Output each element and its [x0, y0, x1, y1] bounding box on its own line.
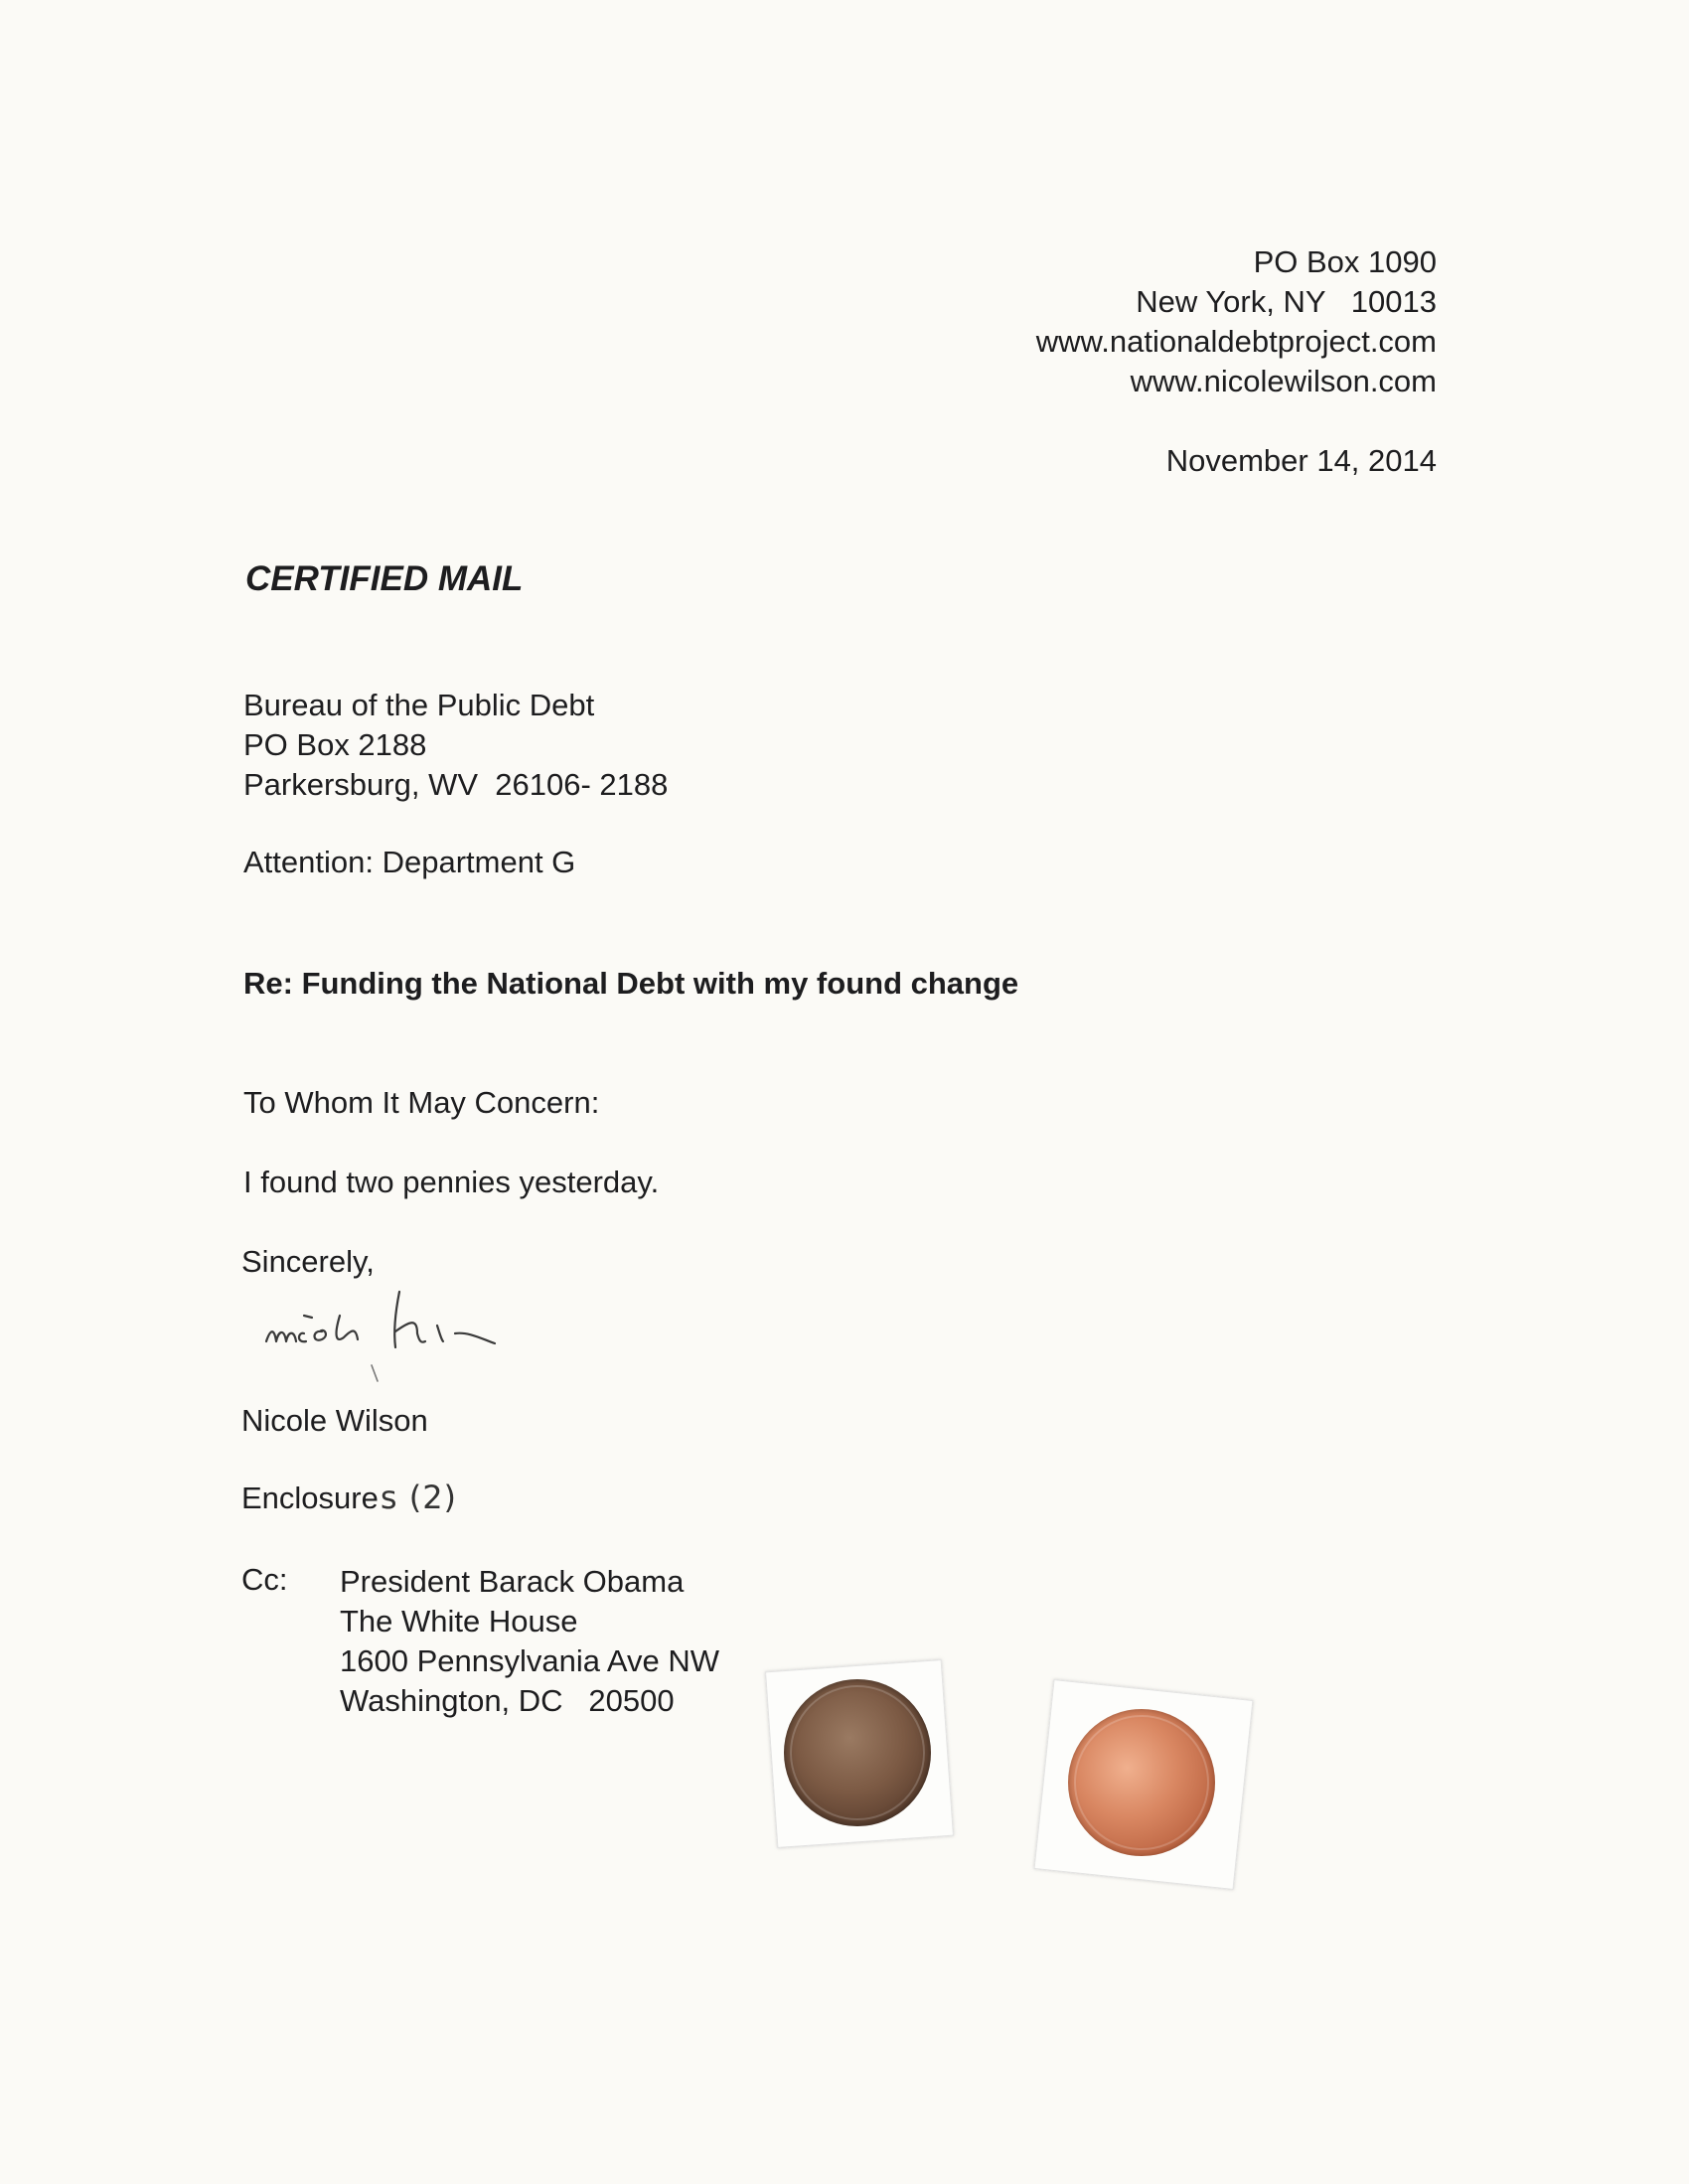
letter-body: I found two pennies yesterday.	[243, 1165, 660, 1199]
signer-name: Nicole Wilson	[241, 1403, 428, 1438]
cc-label: Cc:	[241, 1562, 288, 1597]
attention-line: Attention: Department G	[243, 845, 576, 879]
sender-website: www.nationaldebtproject.com	[1035, 324, 1437, 359]
penny-image	[1068, 1709, 1215, 1856]
recipient-line: PO Box 2188	[243, 727, 427, 762]
closing: Sincerely,	[241, 1244, 375, 1279]
enclosures-printed: Enclosure	[241, 1481, 379, 1515]
sender-address	[1036, 242, 1437, 401]
penny-image	[784, 1679, 931, 1826]
sender-line: New York, NY 10013	[1136, 284, 1437, 319]
sender-line: PO Box 1090	[1253, 244, 1437, 279]
cc-address	[340, 1562, 719, 1721]
cc-line: Washington, DC 20500	[340, 1683, 675, 1718]
salutation: To Whom It May Concern:	[243, 1085, 600, 1120]
recipient-line: Bureau of the Public Debt	[243, 688, 595, 722]
cc-line: The White House	[340, 1604, 578, 1638]
cc-line: 1600 Pennsylvania Ave NW	[340, 1643, 719, 1678]
cc-line: President Barack Obama	[340, 1564, 685, 1599]
sender-website: www.nicolewilson.com	[1130, 364, 1437, 398]
enclosures-handwritten: s (2)	[380, 1479, 458, 1516]
recipient-address	[243, 686, 668, 805]
recipient-line: Parkersburg, WV 26106- 2188	[243, 767, 669, 802]
subject-line: Re: Funding the National Debt with my found change	[243, 966, 1019, 1001]
letter-date: November 14, 2014	[1165, 443, 1437, 478]
certified-mail-heading: CERTIFIED MAIL	[245, 559, 524, 598]
enclosures-line	[241, 1479, 457, 1516]
